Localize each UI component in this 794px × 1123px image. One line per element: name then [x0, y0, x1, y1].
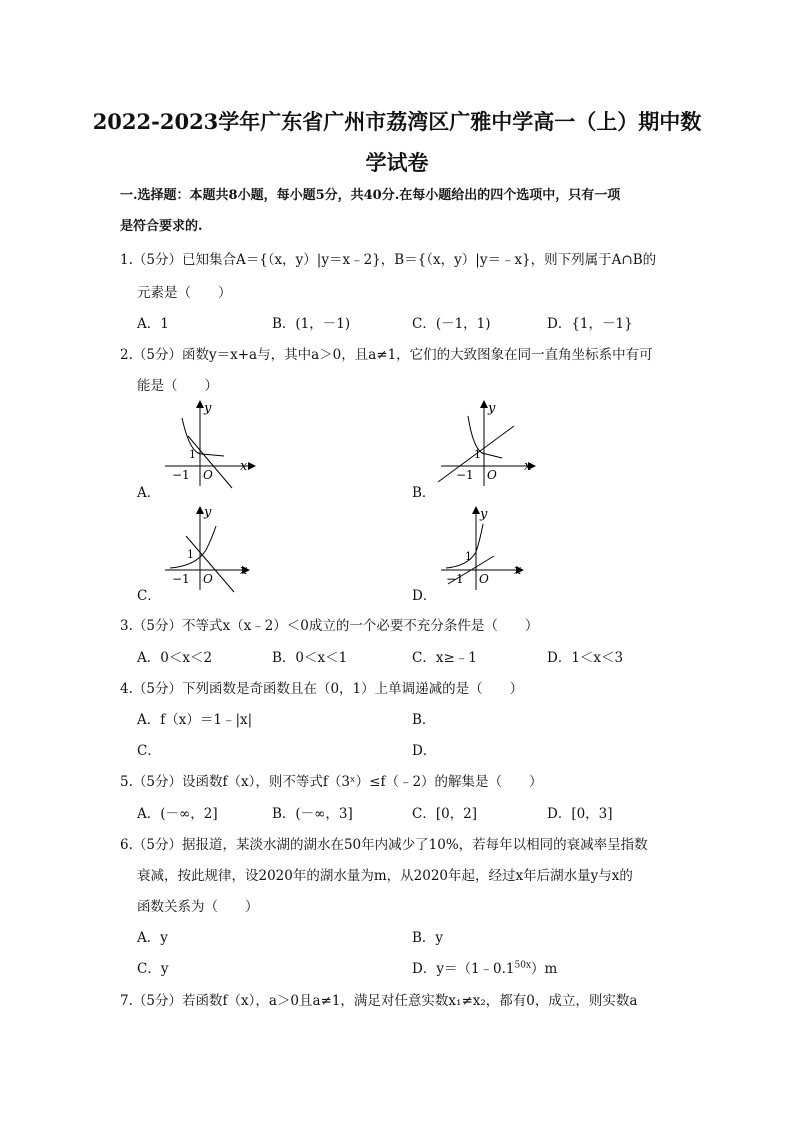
neg-one-label: −1 — [172, 468, 190, 482]
y-label: y — [204, 401, 212, 416]
q5-option-a[interactable]: A．(－∞，2] — [137, 806, 218, 822]
q2-graph-d — [436, 500, 542, 596]
q2-option-c[interactable]: C． — [137, 588, 161, 604]
q4-option-d[interactable]: D． — [412, 743, 437, 759]
x-label: x — [524, 459, 532, 474]
x-label: x — [514, 563, 522, 578]
neg-one-label: −1 — [172, 572, 190, 586]
q1-option-a[interactable]: A．1 — [137, 316, 169, 332]
origin-label: O — [487, 468, 497, 482]
q6-option-d-tail: ）m — [531, 961, 558, 977]
neg-one-label: −1 — [446, 572, 464, 586]
q3-option-a[interactable]: A．0＜x＜2 — [137, 650, 213, 666]
one-label: 1 — [187, 548, 194, 561]
q7-stem: 7.（5分）若函数f（x），a＞0且a≠1，满足对任意实数x₁≠x₂，都有0，成立，则实数a — [120, 993, 638, 1009]
q2-option-d[interactable]: D． — [412, 588, 437, 604]
q2-graph-a — [160, 396, 260, 492]
q2-graph-b — [436, 396, 542, 492]
exponential-curve — [170, 526, 216, 568]
q1-option-d[interactable]: D．{1，－1} — [547, 316, 633, 332]
one-label: 1 — [474, 448, 481, 461]
origin-label: O — [203, 572, 213, 586]
q3-option-c[interactable]: C．x≥﹣1 — [412, 650, 477, 666]
q5-option-c[interactable]: C．[0，2] — [412, 806, 478, 822]
x-label: x — [240, 459, 248, 474]
y-axis-arrow-icon — [480, 400, 488, 408]
section-header-line-2: 是符合要求的. — [120, 219, 203, 234]
y-axis-arrow-icon — [196, 506, 204, 514]
q5-option-d[interactable]: D．[0，3] — [547, 806, 613, 822]
q4-option-c[interactable]: C． — [137, 743, 161, 759]
page-title-line-2: 学试卷 — [365, 150, 429, 175]
q6-option-a[interactable]: A．y — [137, 930, 168, 946]
q3-option-b[interactable]: B．0＜x＜1 — [272, 650, 348, 666]
x-axis-arrow-icon — [248, 462, 256, 470]
q6-stem-line-1: 6.（5分）据报道，某淡水湖的湖水在50年内减少了10%，若每年以相同的衰减率呈指数 — [120, 837, 648, 853]
q5-stem: 5.（5分）设函数f（x），则不等式f（3ˣ）≤f（﹣2）的解集是（ ） — [120, 774, 543, 790]
q6-option-d-exponent: 50x — [514, 960, 532, 971]
section-header — [120, 180, 680, 242]
y-label: y — [204, 505, 212, 520]
q2-stem-line-2: 能是（ ） — [137, 378, 218, 394]
q3-option-d[interactable]: D．1＜x＜3 — [547, 650, 624, 666]
origin-label: O — [479, 572, 489, 586]
section-header-line-1: 一.选择题：本题共8小题，每小题5分，共40分.在每小题给出的四个选项中，只有一项 — [120, 188, 621, 203]
q6-option-d-main: D．y＝（1﹣0.1 — [412, 961, 515, 977]
q1-stem-line-1: 1.（5分）已知集合A＝{（x，y）|y＝x﹣2}，B＝{（x，y）|y＝﹣x}，则下列属于A∩B的 — [120, 252, 657, 268]
q2-option-b[interactable]: B． — [412, 485, 436, 501]
q1-option-b[interactable]: B．(1，－1) — [272, 316, 351, 332]
q6-option-d[interactable] — [412, 957, 557, 977]
one-label: 1 — [465, 550, 472, 563]
q4-stem: 4.（5分）下列函数是奇函数且在（0，1）上单调递减的是（ ） — [120, 681, 524, 697]
neg-one-label: −1 — [456, 468, 474, 482]
x-label: x — [240, 563, 248, 578]
q2-graph-c — [160, 500, 260, 596]
q6-stem-line-3: 函数关系为（ ） — [137, 899, 259, 915]
y-label: y — [488, 401, 496, 416]
q1-option-c[interactable]: C．(－1，1) — [412, 316, 491, 332]
q6-option-c[interactable]: C．y — [137, 961, 169, 977]
q6-stem-line-2: 衰减，按此规律，设2020年的湖水量为m，从2020年起，经过x年后湖水量y与x的 — [137, 868, 633, 884]
q2-stem-line-1: 2.（5分）函数y＝x+a与，其中a＞0，且a≠1，它们的大致图象在同一直角坐标系中有可 — [120, 347, 653, 363]
q4-option-a[interactable]: A．f（x）＝1﹣|x| — [137, 712, 253, 728]
y-label: y — [480, 507, 488, 522]
q2-option-a[interactable]: A． — [137, 485, 161, 501]
q1-stem-line-2: 元素是（ ） — [137, 285, 232, 301]
y-axis-arrow-icon — [196, 400, 204, 408]
origin-label: O — [203, 468, 213, 482]
q3-stem: 3.（5分）不等式x（x﹣2）＜0成立的一个必要不充分条件是（ ） — [120, 618, 539, 634]
q6-option-b[interactable]: B．y — [412, 930, 444, 946]
q4-option-b[interactable]: B． — [412, 712, 436, 728]
one-label: 1 — [189, 448, 196, 461]
q5-option-b[interactable]: B．(－∞，3] — [272, 806, 353, 822]
page-title-line-1: 2022-2023学年广东省广州市荔湾区广雅中学高一（上）期中数 — [92, 109, 702, 134]
y-axis-arrow-icon — [472, 506, 480, 514]
